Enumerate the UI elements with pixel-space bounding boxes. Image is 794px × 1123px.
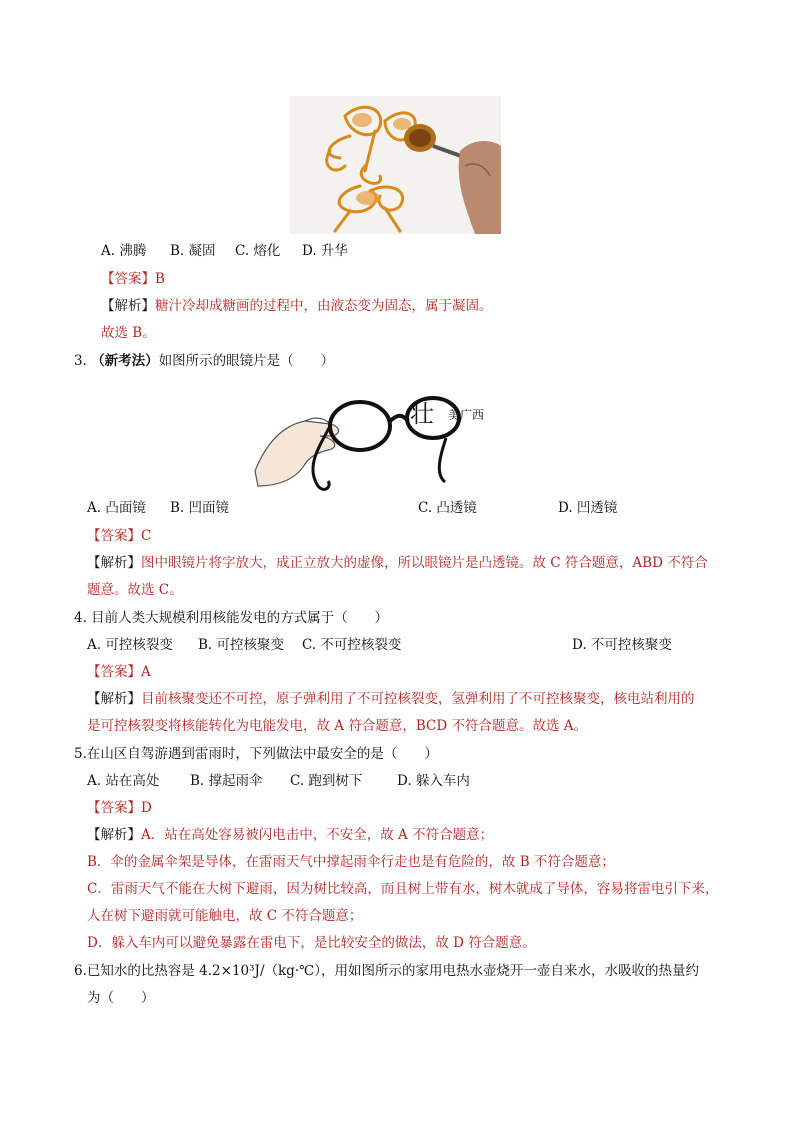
q5-option-a: A. 站在高处 xyxy=(87,773,160,789)
q5-analysis-c2: 人在树下避雨就可能触电，故 C 不符合题意； xyxy=(87,908,363,924)
q3-analysis-line1: 图中眼镜片将字放大，成正立放大的虚像，所以眼镜片是凸透镜。故 C 符合题意，ABD 不符合 xyxy=(141,555,708,571)
q2-analysis xyxy=(101,296,493,316)
q4-answer xyxy=(87,662,151,682)
q5-analysis-a: A．站在高处容易被闪电击中，不安全，故 A 不符合题意； xyxy=(141,827,494,843)
q6-stem-line1: 6.已知水的比热容是 4.2×10³J/（kg·℃），用如图所示的家用电热水壶烧开一壶自来水，水吸收的热量约 xyxy=(74,963,699,979)
q2-option-b: B. 凝固 xyxy=(170,243,216,259)
glasses-figure xyxy=(250,386,510,496)
q2-option-a: A. 沸腾 xyxy=(101,243,147,259)
q6-stem-line2: 为（ ） xyxy=(87,990,155,1006)
q5-analysis xyxy=(87,825,493,845)
q5-option-d: D. 躲入车内 xyxy=(397,773,470,789)
glasses-figure-big-char: 壮 xyxy=(410,400,434,428)
q3-answer-value: C xyxy=(141,528,152,544)
q4-answer-value: A xyxy=(141,664,151,680)
q3-answer-label: 【答案】 xyxy=(87,528,141,544)
q2-analysis-label: 【解析】 xyxy=(101,298,155,314)
q4-option-a: A. 可控核裂变 xyxy=(87,637,173,653)
q4-answer-label: 【答案】 xyxy=(87,664,141,680)
q3-option-a: A. 凸面镜 xyxy=(87,500,146,516)
q3-option-b: B. 凹面镜 xyxy=(170,500,230,516)
q2-option-c: C. 熔化 xyxy=(235,243,281,259)
q5-stem: 5.在山区自驾游遇到雷雨时，下列做法中最安全的是（ ） xyxy=(74,746,438,762)
q5-answer xyxy=(87,798,152,818)
q3-number: 3. xyxy=(74,353,87,369)
glasses-figure-small-text: 美广西 xyxy=(448,408,485,422)
q4-option-b: B. 可控核聚变 xyxy=(198,637,285,653)
q3-stem xyxy=(74,351,334,371)
q3-analysis-label: 【解析】 xyxy=(87,555,141,571)
q2-answer-label: 【答案】 xyxy=(101,271,155,287)
q4-option-c: C. 不可控核裂变 xyxy=(302,637,402,653)
q4-analysis-line2: 是可控核裂变将核能转化为电能发电，故 A 符合题意，BCD 不符合题意。故选 A。 xyxy=(87,718,587,734)
q3-analysis-line2: 题意。故选 C。 xyxy=(87,582,183,598)
q5-answer-label: 【答案】 xyxy=(87,800,141,816)
q3-option-c: C. 凸透镜 xyxy=(418,500,477,516)
q5-answer-value: D xyxy=(141,800,152,816)
q3-option-d: D. 凹透镜 xyxy=(558,500,618,516)
q2-analysis-text: 糖汁冷却成糖画的过程中，由液态变为固态，属于凝固。 xyxy=(155,298,493,314)
q3-tag: （新考法） xyxy=(91,353,159,369)
q3-stem-text: 如图所示的眼镜片是（ ） xyxy=(158,353,335,369)
q4-stem: 4. 目前人类大规模利用核能发电的方式属于（ ） xyxy=(74,610,389,626)
q5-analysis-b: B．伞的金属伞架是导体，在雷雨天气中撑起雨伞行走也是有危险的，故 B 不符合题意； xyxy=(87,854,615,870)
glasses-illustration xyxy=(250,386,510,496)
q2-answer xyxy=(101,269,165,289)
candy-painting-photo xyxy=(290,96,501,234)
q5-analysis-label: 【解析】 xyxy=(87,827,141,843)
q2-option-d: D. 升华 xyxy=(302,243,348,259)
q4-analysis-line1: 目前核聚变还不可控，原子弹利用了不可控核裂变，氢弹利用了不可控核聚变，核电站利用的 xyxy=(141,691,695,707)
q3-analysis xyxy=(87,553,708,573)
q5-analysis-c1: C．雷雨天气不能在大树下避雨，因为树比较高，而且树上带有水，树木就成了导体，容易将雷电引下来， xyxy=(87,881,719,897)
q4-option-d: D. 不可控核聚变 xyxy=(572,637,672,653)
q2-answer-value: B xyxy=(155,271,165,287)
q4-analysis xyxy=(87,689,695,709)
q5-analysis-d: D．躲入车内可以避免暴露在雷电下，是比较安全的做法，故 D 符合题意。 xyxy=(87,935,536,951)
q5-option-b: B. 撑起雨伞 xyxy=(190,773,263,789)
q5-option-c: C. 跑到树下 xyxy=(290,773,363,789)
q4-analysis-label: 【解析】 xyxy=(87,691,141,707)
candy-painting-image xyxy=(290,96,501,234)
q2-conclusion: 故选 B。 xyxy=(101,325,156,341)
q3-answer xyxy=(87,526,151,546)
